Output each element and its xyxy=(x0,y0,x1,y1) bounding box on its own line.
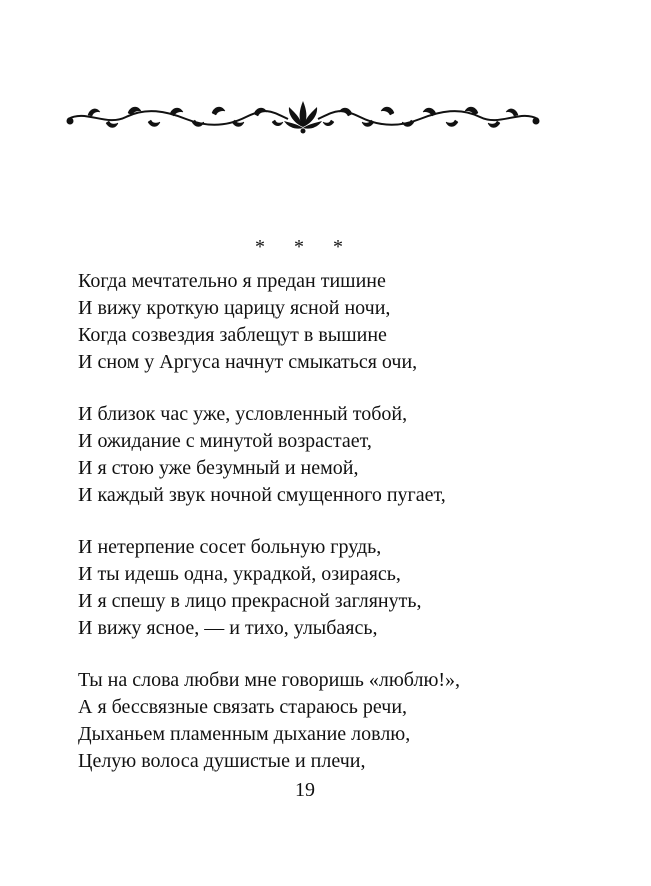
stanza xyxy=(78,534,598,642)
poem-line: И нетерпение сосет больную грудь, xyxy=(78,536,382,558)
stanza-separator: * * * xyxy=(255,236,355,258)
poem-line: Целую волоса душистые и плечи, xyxy=(78,750,366,772)
poem-line: И сном у Аргуса начнут смыкаться очи, xyxy=(78,351,418,373)
poem-line: И каждый звук ночной смущенного пугает, xyxy=(78,484,446,506)
poem-line: А я бессвязные связать стараюсь речи, xyxy=(78,696,408,718)
page-number: 19 xyxy=(295,779,315,801)
stanza xyxy=(78,268,598,376)
poem-line: Ты на слова любви мне говоришь «люблю!», xyxy=(78,669,461,691)
stanza xyxy=(78,667,598,775)
poem-line: И я спешу в лицо прекрасной заглянуть, xyxy=(78,590,422,612)
poem-line: И ты идешь одна, украдкой, озираясь, xyxy=(78,563,401,585)
poem-line: Когда созвездия заблещут в вышине xyxy=(78,324,387,346)
stanza xyxy=(78,401,598,509)
poem-line: И вижу кроткую царицу ясной ночи, xyxy=(78,297,391,319)
poem-line: И близок час уже, условленный тобой, xyxy=(78,403,408,425)
poem xyxy=(78,268,598,800)
poem-line: Дыханьем пламенным дыхание ловлю, xyxy=(78,723,411,745)
floral-divider-icon xyxy=(66,97,540,137)
poem-line: И я стою уже безумный и немой, xyxy=(78,457,359,479)
poem-line: И вижу ясное, — и тихо, улыбаясь, xyxy=(78,617,378,639)
poem-line: Когда мечтательно я предан тишине xyxy=(78,270,386,292)
poem-line: И ожидание с минутой возрастает, xyxy=(78,430,372,452)
